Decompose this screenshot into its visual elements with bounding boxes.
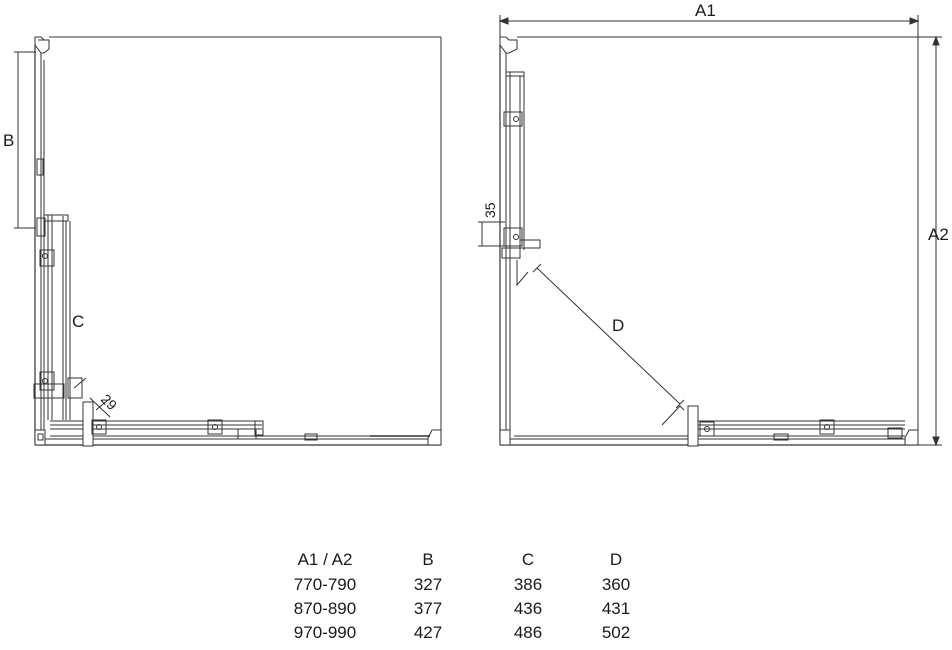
- table-row: [277, 573, 659, 597]
- label-b: B: [3, 131, 15, 150]
- header-b: B: [422, 549, 434, 569]
- cell-a: 770-790: [293, 575, 357, 594]
- label-gap-29: 29: [97, 390, 121, 414]
- label-c: C: [72, 312, 85, 331]
- label-d: D: [612, 316, 625, 335]
- cell-a: 970-990: [293, 623, 357, 642]
- left-enclosure-plan: [14, 37, 441, 446]
- table-row: [277, 597, 659, 621]
- table-row: [277, 621, 659, 645]
- table-header-row: [277, 546, 659, 573]
- label-a2: A2: [928, 225, 949, 244]
- cell-a: 870-890: [293, 599, 357, 618]
- dimensions-table: [277, 546, 659, 645]
- right-enclosure-plan: [478, 15, 942, 446]
- cell-c: 486: [513, 623, 543, 642]
- cell-d: 360: [601, 575, 631, 594]
- label-offset-35: 35: [482, 202, 498, 218]
- cell-d: 502: [601, 623, 631, 642]
- cell-b: 327: [413, 575, 443, 594]
- cell-b: 427: [413, 623, 443, 642]
- header-a1-a2: A1 / A2: [297, 549, 353, 569]
- header-c: C: [521, 549, 535, 569]
- header-d: D: [609, 549, 623, 569]
- cell-d: 431: [601, 599, 631, 618]
- cell-b: 377: [413, 599, 443, 618]
- cell-c: 436: [513, 599, 543, 618]
- label-a1: A1: [695, 1, 716, 20]
- cell-c: 386: [513, 575, 543, 594]
